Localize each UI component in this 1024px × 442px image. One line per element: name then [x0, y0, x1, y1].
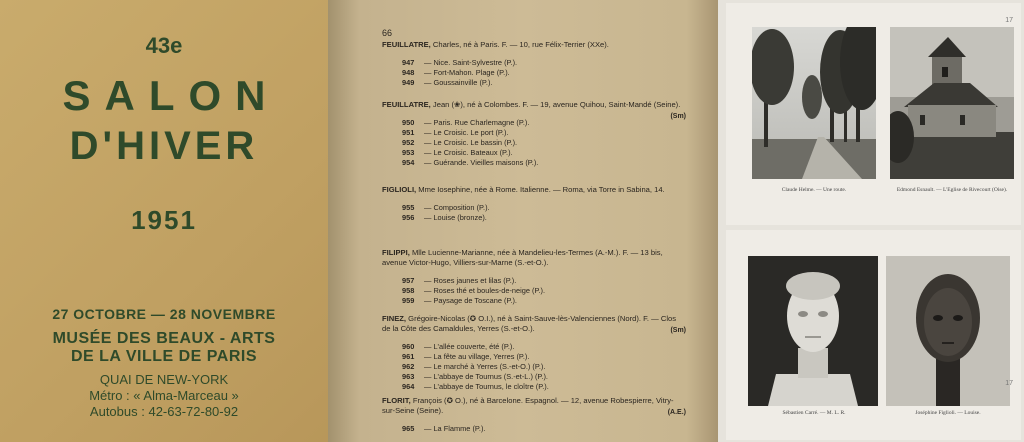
photo-page-bottom	[726, 230, 1021, 440]
work-item	[402, 213, 682, 223]
work-number: 949	[402, 78, 415, 87]
artist-name: FLORIT,	[382, 396, 411, 405]
photo-tree-lined-road	[752, 27, 876, 179]
museum-name-line1: MUSÉE DES BEAUX - ARTS	[52, 330, 276, 347]
work-item	[402, 372, 682, 382]
work-item	[402, 158, 682, 168]
works-list	[402, 118, 682, 168]
work-title: — L'allée couverte, été (P.).	[424, 342, 515, 351]
title-salon: SALON	[62, 72, 280, 119]
work-title: — L'abbaye de Tournus (S.-et-L.) (P.).	[424, 372, 548, 381]
title-hiver: D'HIVER	[69, 124, 259, 168]
work-title: — Le marché à Yerres (S.-et-O.) (P.).	[424, 362, 546, 371]
work-number: 947	[402, 58, 415, 67]
metro-info: Métro : « Alma-Marceau »	[89, 388, 239, 403]
plate-side-number-bottom: 17	[1005, 380, 1013, 387]
work-item	[402, 352, 682, 362]
work-number: 960	[402, 342, 415, 351]
work-number: 953	[402, 148, 415, 157]
work-number: 951	[402, 128, 415, 137]
catalog-entry	[382, 185, 682, 223]
work-number: 959	[402, 296, 415, 305]
society-mark: (Sm)	[670, 113, 686, 120]
artist-name: FEUILLATRE,	[382, 40, 431, 49]
edition-number: 43e	[145, 33, 183, 58]
work-title: — Composition (P.).	[424, 203, 490, 212]
catalog-entry	[382, 314, 686, 392]
work-title: — L'abbaye de Tournus, le cloître (P.).	[424, 382, 549, 391]
works-list	[402, 203, 682, 223]
works-list	[402, 58, 682, 88]
artist-name: FIGLIOLI,	[382, 185, 417, 194]
work-item	[402, 78, 682, 88]
photo-church	[890, 27, 1014, 179]
work-title: — Le Croisic. Le bassin (P.).	[424, 138, 518, 147]
work-item	[402, 138, 682, 148]
work-title: — Louise (bronze).	[424, 213, 487, 222]
work-title: — Goussainville (P.).	[424, 78, 493, 87]
work-number: 965	[402, 424, 415, 433]
catalog-entry	[382, 248, 682, 306]
catalog-entry	[382, 40, 682, 88]
work-item	[402, 128, 682, 138]
work-item	[402, 382, 682, 392]
artist-name: FEUILLATRE,	[382, 100, 431, 109]
work-title: — Fort-Mahon. Plage (P.).	[424, 68, 510, 77]
work-item	[402, 424, 682, 434]
work-number: 957	[402, 276, 415, 285]
work-number: 948	[402, 68, 415, 77]
work-number: 964	[402, 382, 415, 391]
work-item	[402, 148, 682, 158]
photo-plates	[718, 0, 1024, 442]
works-list	[402, 424, 682, 434]
photo-bust-child	[886, 256, 1010, 406]
work-number: 952	[402, 138, 415, 147]
work-item	[402, 68, 682, 78]
bus-info: Autobus : 42-63-72-80-92	[89, 404, 239, 419]
work-number: 962	[402, 362, 415, 371]
work-item	[402, 296, 682, 306]
photo-bust-man	[748, 256, 878, 406]
work-item	[402, 362, 682, 372]
photo-page-top	[726, 3, 1021, 225]
catalog-entry	[382, 396, 686, 434]
year: 1951	[131, 205, 197, 235]
artist-info: Jean (❀), né à Colombes. F. — 19, avenue Quihou, Saint-Mandé (Seine).	[432, 100, 681, 109]
work-number: 958	[402, 286, 415, 295]
address: QUAI DE NEW-YORK	[99, 372, 229, 387]
plate-side-number-top: 17	[1005, 17, 1013, 24]
works-list	[402, 276, 682, 306]
work-number: 950	[402, 118, 415, 127]
work-number: 963	[402, 372, 415, 381]
work-number: 955	[402, 203, 415, 212]
work-title: — La fête au village, Yerres (P.).	[424, 352, 530, 361]
work-title: — Le Croisic. Bateaux (P.).	[424, 148, 513, 157]
exhibition-dates: 27 OCTOBRE — 28 NOVEMBRE	[52, 306, 276, 322]
works-list	[402, 342, 682, 392]
caption-plate-3: Sébastien Carré. — M. L. R.	[782, 410, 846, 416]
work-item	[402, 203, 682, 213]
catalog-cover	[0, 0, 328, 442]
work-title: — Le Croisic. Le port (P.).	[424, 128, 509, 137]
work-title: — La Flamme (P.).	[424, 424, 486, 433]
work-item	[402, 276, 682, 286]
catalog-entry	[382, 100, 686, 168]
artist-info: Mlle Lucienne-Marianne, née à Mandelieu-les-Termes (A.-M.). F. — 13 bis, avenue Victor-Hugo, Villiers-sur-Marne (S.-et-O.).	[382, 248, 663, 267]
artist-info: Grégoire-Nicolas (✪ O.I.), né à Saint-Sauve-lès-Valenciennes (Nord). F. — Clos de la Côte des Camaldules, Yerres (S.-et-O.).	[382, 314, 677, 333]
work-title: — Roses jaunes et lilas (P.).	[424, 276, 517, 285]
artist-info: Charles, né à Paris. F. — 10, rue Félix-Terrier (XXe).	[432, 40, 609, 49]
work-title: — Nice. Saint-Sylvestre (P.).	[424, 58, 518, 67]
artist-name: FILIPPI,	[382, 248, 410, 257]
work-title: — Roses thé et boules-de-neige (P.).	[424, 286, 546, 295]
page-number: 66	[382, 28, 393, 38]
society-mark: (A.E.)	[667, 409, 686, 416]
work-title: — Paysage de Toscane (P.).	[424, 296, 517, 305]
caption-plate-1: Claude Helme. — Une route.	[781, 187, 847, 193]
work-number: 956	[402, 213, 415, 222]
artist-info: Mme Iosephine, née à Rome. Italienne. — Roma, via Torre in Sabina, 14.	[418, 185, 665, 194]
society-mark: (Sm)	[670, 327, 686, 334]
work-title: — Guérande. Vieilles maisons (P.).	[424, 158, 539, 167]
caption-plate-4: Joséphine Figlioli. — Louise.	[915, 410, 981, 416]
work-item	[402, 58, 682, 68]
work-item	[402, 286, 682, 296]
work-number: 954	[402, 158, 415, 167]
caption-plate-2: Edmond Esnault. — L'Eglise de Rivecourt (Oise).	[896, 187, 1008, 193]
work-item	[402, 342, 682, 352]
work-item	[402, 118, 682, 128]
work-title: — Paris. Rue Charlemagne (P.).	[424, 118, 530, 127]
museum-name-line2: DE LA VILLE DE PARIS	[70, 348, 257, 365]
work-number: 961	[402, 352, 415, 361]
artist-info: François (✪ O.), né à Barcelone. Espagnol. — 12, avenue Robespierre, Vitry-sur-Seine (Seine).	[382, 396, 674, 415]
artist-name: FINEZ,	[382, 314, 407, 323]
catalog-page	[328, 0, 718, 442]
